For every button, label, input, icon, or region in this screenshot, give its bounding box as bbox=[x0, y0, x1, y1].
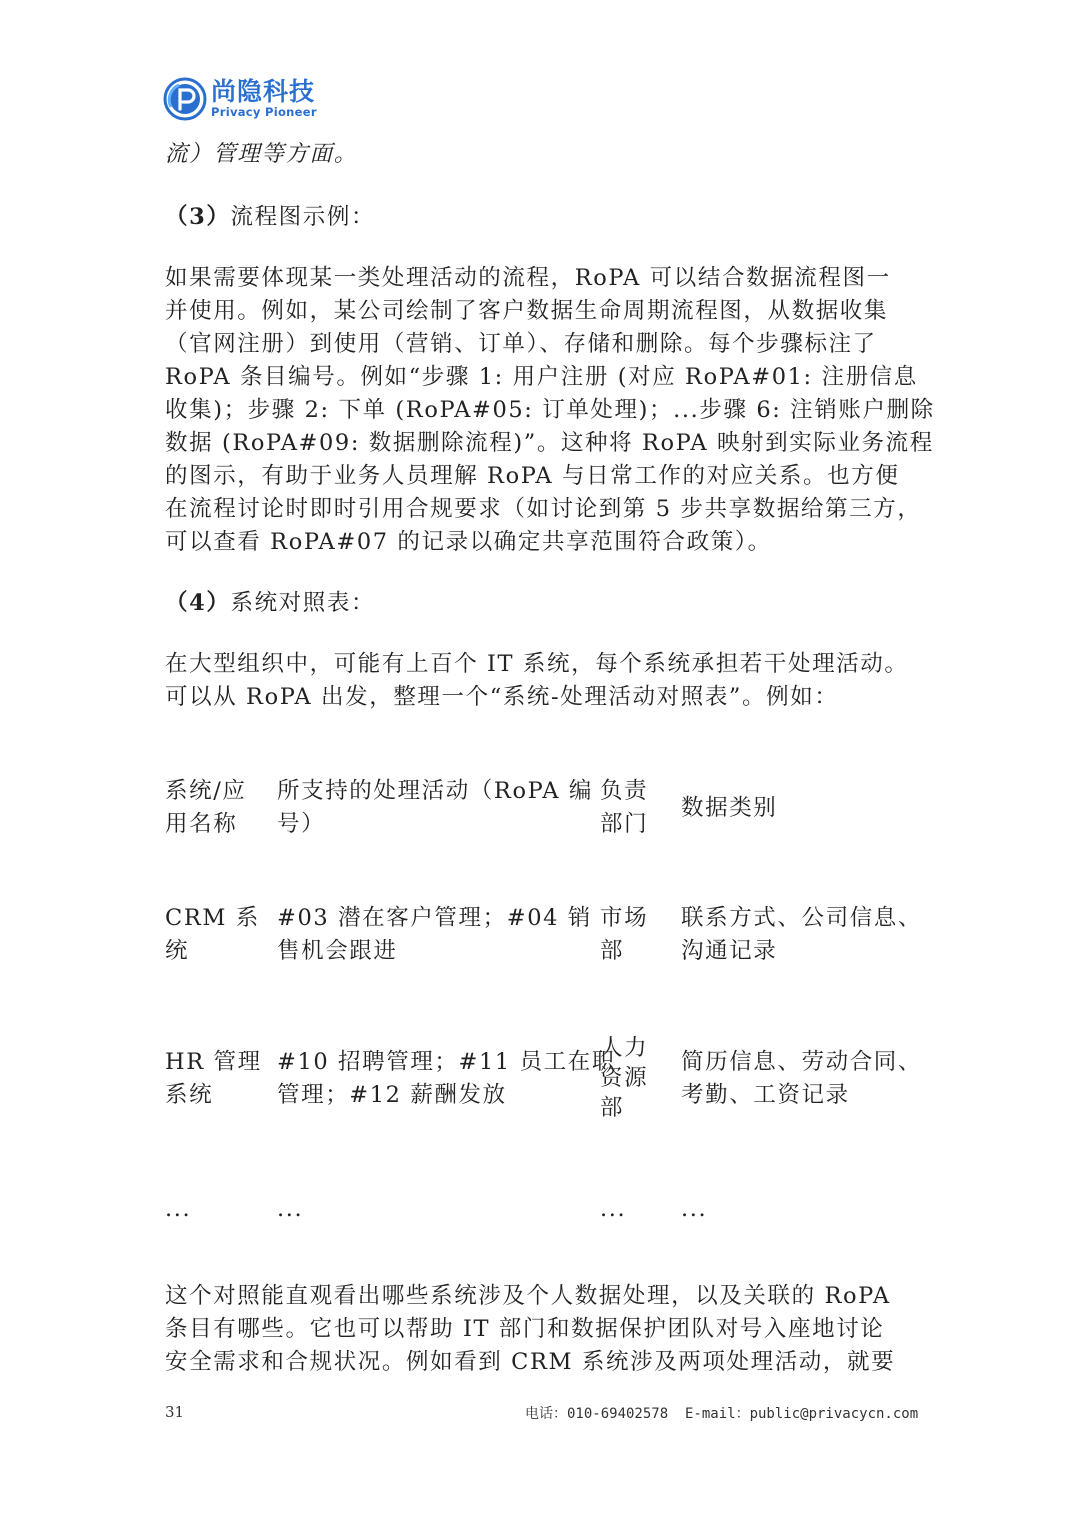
cell-line: 号） bbox=[277, 811, 326, 837]
cell-line: 人力 bbox=[600, 1035, 649, 1061]
section-4-title: 系统对照表： bbox=[230, 590, 376, 616]
table-cell-dept bbox=[600, 1033, 660, 1123]
cell-line: 系统/应 bbox=[165, 778, 247, 804]
section-3-title: 流程图示例： bbox=[230, 204, 376, 230]
cell-line: 部 bbox=[600, 938, 625, 964]
paragraph-line: （官网注册）到使用（营销、订单）、存储和删除。每个步骤标注了 bbox=[165, 331, 877, 357]
paragraph-line: 可以从 RoPA 出发，整理一个“系统-处理活动对照表”。例如： bbox=[165, 684, 839, 710]
table-cell-activities bbox=[277, 1046, 616, 1112]
cell-line: 用名称 bbox=[165, 811, 238, 837]
privacy-pioneer-logo-icon bbox=[163, 77, 207, 121]
table-cell-system bbox=[165, 902, 265, 968]
page-number: 31 bbox=[165, 1403, 185, 1421]
cell-line: 简历信息、劳动合同、 bbox=[681, 1049, 923, 1075]
table-cell-data: ... bbox=[681, 1196, 708, 1222]
paragraph-line: 安全需求和合规状况。例如看到 CRM 系统涉及两项处理活动，就要 bbox=[165, 1349, 896, 1375]
cell-line: #10 招聘管理；#11 员工在职 bbox=[277, 1049, 616, 1075]
continuation-line: 流）管理等方面。 bbox=[165, 141, 358, 167]
paragraph-line: 如果需要体现某一类处理活动的流程，RoPA 可以结合数据流程图一 bbox=[165, 265, 891, 291]
cell-line: 市场 bbox=[600, 905, 649, 931]
table-cell-system: ... bbox=[165, 1196, 192, 1222]
table-cell-data bbox=[681, 902, 931, 968]
logo-chinese-name: 尚隐科技 bbox=[211, 77, 316, 107]
table-cell-system bbox=[165, 1046, 265, 1112]
table-cell-dept bbox=[600, 902, 660, 968]
table-header-cell bbox=[277, 775, 595, 841]
paragraph-line: 在流程讨论时即时引用合规要求（如讨论到第 5 步共享数据给第三方， bbox=[165, 496, 922, 522]
footer-contact: 电话：010-69402578 E-mail：public@privacycn.com bbox=[525, 1406, 919, 1422]
cell-line: 系统 bbox=[165, 1082, 214, 1108]
paragraph-line: 在大型组织中，可能有上百个 IT 系统，每个系统承担若干处理活动。 bbox=[165, 651, 909, 677]
paragraph-line: 的图示，有助于业务人员理解 RoPA 与日常工作的对应关系。也方便 bbox=[165, 463, 900, 489]
section-4-number: （4） bbox=[165, 590, 231, 616]
cell-line: 考勤、工资记录 bbox=[681, 1082, 850, 1108]
cell-line: 沟通记录 bbox=[681, 938, 778, 964]
cell-line: HR 管理 bbox=[165, 1049, 262, 1075]
cell-line: 数据类别 bbox=[681, 795, 778, 821]
cell-line: 部 bbox=[600, 1095, 625, 1121]
cell-line: CRM 系 bbox=[165, 905, 260, 931]
table-header-cell bbox=[681, 792, 931, 825]
cell-line: 所支持的处理活动（RoPA 编 bbox=[277, 778, 593, 804]
table-cell-activities: ... bbox=[277, 1196, 304, 1222]
table-cell-data bbox=[681, 1046, 931, 1112]
logo-english-name: Privacy Pioneer bbox=[211, 105, 317, 120]
table-header-cell bbox=[165, 775, 265, 841]
paragraph-line: 这个对照能直观看出哪些系统涉及个人数据处理，以及关联的 RoPA bbox=[165, 1283, 891, 1309]
section-3-heading bbox=[165, 201, 375, 234]
paragraph-line: 条目有哪些。它也可以帮助 IT 部门和数据保护团队对号入座地讨论 bbox=[165, 1316, 885, 1342]
cell-line: 统 bbox=[165, 938, 190, 964]
paragraph-line: 数据 (RoPA#09: 数据删除流程)”。这种将 RoPA 映射到实际业务流程 bbox=[165, 430, 934, 456]
paragraph-line: 可以查看 RoPA#07 的记录以确定共享范围符合政策）。 bbox=[165, 529, 772, 555]
cell-line: 售机会跟进 bbox=[277, 938, 398, 964]
company-logo bbox=[163, 76, 317, 122]
section-4-heading bbox=[165, 587, 375, 620]
table-cell-activities bbox=[277, 902, 595, 968]
cell-line: #03 潜在客户管理；#04 销 bbox=[277, 905, 592, 931]
table-header-cell bbox=[600, 775, 660, 841]
cell-line: 资源 bbox=[600, 1065, 649, 1091]
cell-line: 联系方式、公司信息、 bbox=[681, 905, 923, 931]
paragraph-line: 并使用。例如，某公司绘制了客户数据生命周期流程图，从数据收集 bbox=[165, 298, 889, 324]
table-cell-dept: ... bbox=[600, 1196, 627, 1222]
cell-line: 负责 bbox=[600, 778, 649, 804]
cell-line: 部门 bbox=[600, 811, 649, 837]
paragraph-line: RoPA 条目编号。例如“步骤 1: 用户注册 (对应 RoPA#01: 注册信息 bbox=[165, 364, 918, 390]
cell-line: 管理；#12 薪酬发放 bbox=[277, 1082, 507, 1108]
section-3-number: （3） bbox=[165, 204, 231, 230]
paragraph-line: 收集)；步骤 2: 下单 (RoPA#05: 订单处理)；...步骤 6: 注销账户删除 bbox=[165, 397, 935, 423]
